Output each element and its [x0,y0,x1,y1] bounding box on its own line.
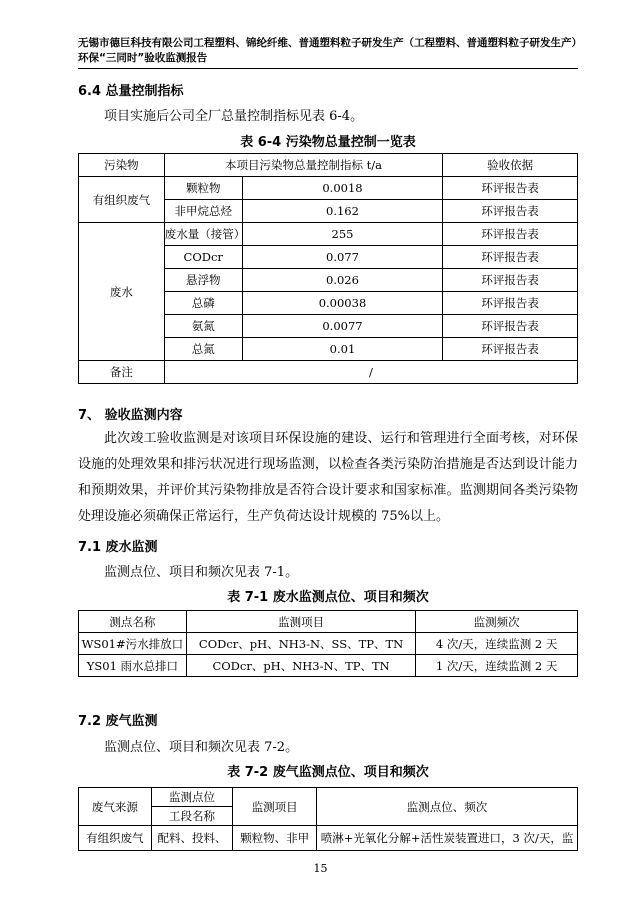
item-cell: 废水量（接管） [164,223,242,246]
table-row [79,633,578,655]
item-cell: 氨氮 [164,315,242,338]
column-header: 工段名称 [151,807,233,826]
table-header-row [79,788,578,807]
value-cell: 255 [242,223,443,246]
table-row [79,826,578,851]
section-paragraph-7: 此次竣工验收监测是对该项目环保设施的建设、运行和管理进行全面考核，对环保设施的处理效果和排污状况进行现场监测，以检查各类污染防治措施是否达到设计能力和预期效果，并评价其污染物排放是否符合设计要求和国家标准。监测期间各类污染物处理设施必须确保正常运行，生产负荷达设计规模的 75%以上。 [78,431,578,524]
item-cell: 颗粒物 [164,177,242,200]
items-cell: CODcr、pH、NH3-N、SS、TP、TN [186,633,416,655]
column-header: 本项目污染物总量控制指标 t/a [164,154,442,177]
page-number: 15 [313,862,328,875]
column-header: 监测项目 [233,788,317,826]
page-header: 无锡市德巨科技有限公司工程塑料、锦纶纤维、普通塑料粒子研发生产（工程塑料、普通塑料粒子研发生产）环保“三同时”验收监测报告 [78,37,577,64]
header-rule [78,68,578,69]
section-intro-7-2: 监测点位、项目和频次见表 7-2。 [104,740,299,755]
item-cell: 总磷 [164,292,242,315]
value-cell: 0.00038 [242,292,443,315]
value-cell: 0.162 [242,200,443,223]
point-cell: YS01 雨水总排口 [79,655,187,677]
freq-cell: 1 次/天，连续监测 2 天 [416,655,578,677]
value-cell: 0.01 [242,338,443,361]
column-header: 监测点位、频次 [317,788,578,826]
freq-cell: 4 次/天，连续监测 2 天 [416,633,578,655]
source-cell: 有组织废气 [79,826,152,851]
basis-cell: 环评报告表 [443,223,578,246]
value-cell: 0.026 [242,269,443,292]
table-7-1 [78,610,578,677]
table-6-4 [78,153,578,384]
table-7-2 [78,787,578,851]
item-cell: CODcr [164,246,242,269]
section-cell: 配料、投料、 [151,826,233,851]
value-cell: 0.0077 [242,315,443,338]
basis-cell: 环评报告表 [443,269,578,292]
items-cell: 颗粒物、非甲 [233,826,317,851]
value-cell: 0.077 [242,246,443,269]
table-row [79,177,578,200]
group-cell: 有组织废气 [79,177,165,223]
table-header-row [79,611,578,633]
table-row [79,361,578,384]
column-header: 废气来源 [79,788,152,826]
section-intro-6-4: 项目实施后公司全厂总量控制指标见表 6-4。 [104,109,364,124]
column-header: 监测项目 [186,611,416,633]
group-cell: 废水 [79,223,165,361]
column-header: 监测点位 [151,788,233,807]
basis-cell: 环评报告表 [443,246,578,269]
table-caption-6-4: 表 6-4 污染物总量控制一览表 [240,135,416,150]
table-header-row [79,154,578,177]
table-row [79,655,578,677]
table-caption-7-1: 表 7-1 废水监测点位、项目和频次 [227,590,429,605]
item-cell: 悬浮物 [164,269,242,292]
remark-label: 备注 [79,361,165,384]
value-cell: 0.0018 [242,177,443,200]
item-cell: 总氮 [164,338,242,361]
column-header: 污染物 [79,154,165,177]
point-cell: WS01#污水排放口 [79,633,187,655]
freq-cell: 喷淋+光氧化分解+活性炭装置进口，3 次/天，监 [317,826,578,851]
section-heading-7-2: 7.2 废气监测 [78,714,158,729]
section-heading-7: 7、 验收监测内容 [78,408,183,423]
basis-cell: 环评报告表 [443,200,578,223]
basis-cell: 环评报告表 [443,338,578,361]
basis-cell: 环评报告表 [443,292,578,315]
basis-cell: 环评报告表 [443,315,578,338]
section-heading-6-4: 6.4 总量控制指标 [78,84,184,99]
column-header: 验收依据 [443,154,578,177]
section-intro-7-1: 监测点位、项目和频次见表 7-1。 [104,565,299,580]
table-row [79,223,578,246]
item-cell: 非甲烷总烃 [164,200,242,223]
table-caption-7-2: 表 7-2 废气监测点位、项目和频次 [227,765,429,780]
column-header: 测点名称 [79,611,187,633]
items-cell: CODcr、pH、NH3-N、TP、TN [186,655,416,677]
basis-cell: 环评报告表 [443,177,578,200]
column-header: 监测频次 [416,611,578,633]
remark-value: / [164,361,577,384]
section-heading-7-1: 7.1 废水监测 [78,540,158,555]
